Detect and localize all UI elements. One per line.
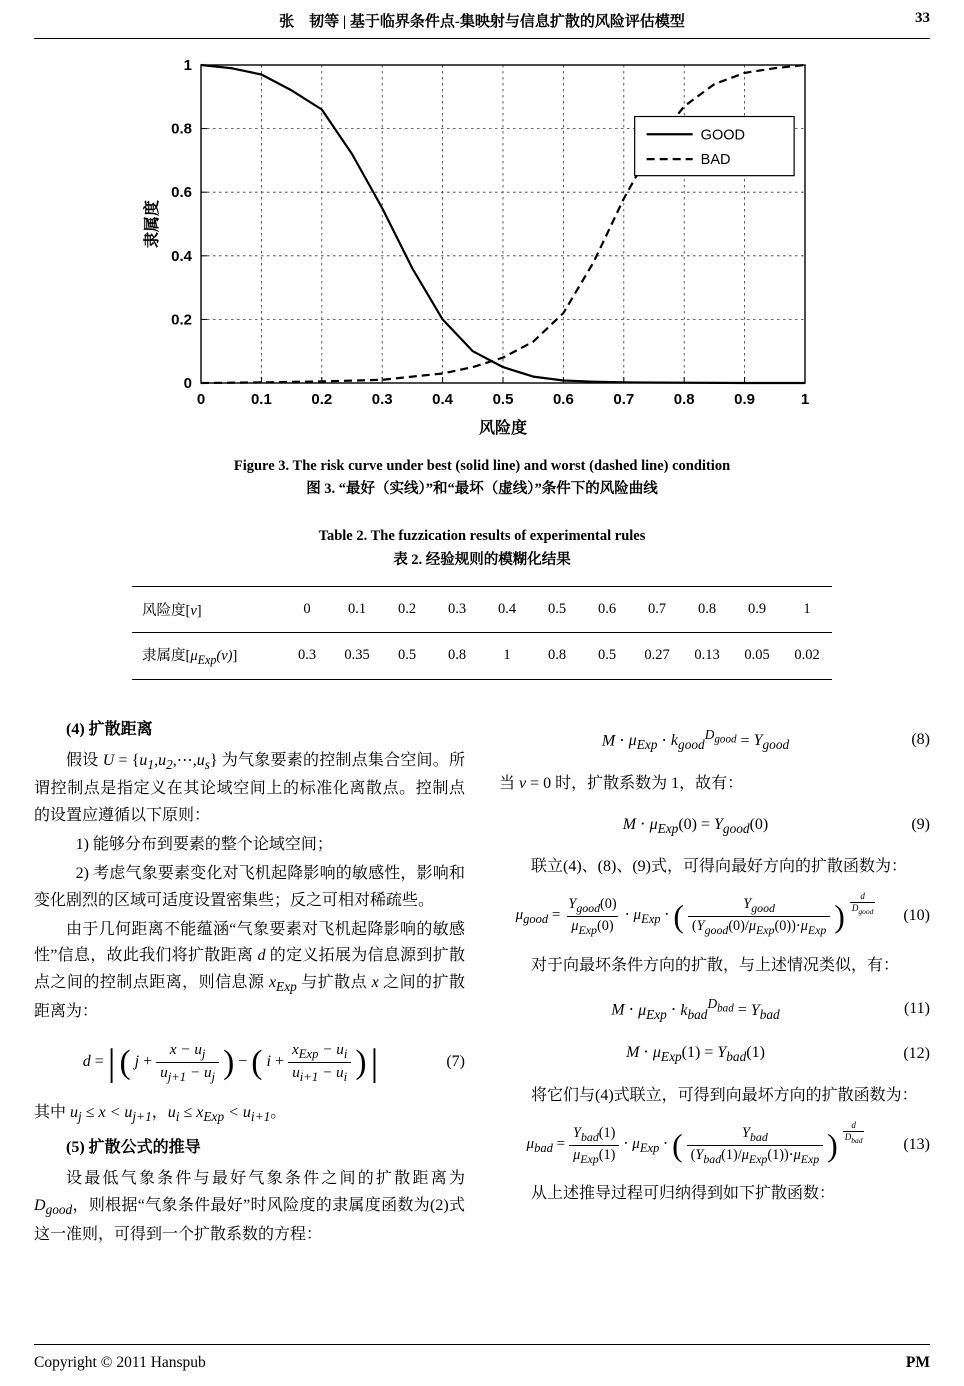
eq10-exponent — [850, 891, 876, 916]
eq10-fraction-2 — [688, 895, 830, 939]
table-cell: 0.02 — [794, 647, 820, 664]
header-title: 张 韧等 | 基于临界条件点-集映射与信息扩散的风险评估模型 — [279, 14, 685, 30]
numerator: $x - u_j$ — [169, 1040, 206, 1061]
eq8-tag: (8) — [911, 730, 930, 748]
equation-7 — [34, 1040, 465, 1086]
legend-label: BAD — [700, 152, 731, 169]
eq12-body — [499, 1040, 892, 1069]
denominator: $u_{i+1} - u_i$ — [288, 1062, 351, 1086]
denominator: $\mu_{Exp}(0)$ — [567, 916, 617, 938]
eq10-lhs: $\mu_{good}$ = — [515, 907, 561, 927]
denominator: $\mu_{Exp}(1)$ — [569, 1145, 619, 1167]
table-cell: 0.9 — [747, 600, 767, 617]
section-heading-4: (4) 扩散距离 — [66, 720, 153, 738]
body-columns — [34, 710, 930, 1251]
list-item: 2) 考虑气象要素变化对飞机起降影响的敏感性，影响和变化剧烈的区域可适度设置密集些；反之可相对稀疏些。 — [34, 864, 465, 909]
x-tick-label: 0.4 — [432, 391, 454, 408]
paragraph: 设最低气象条件与最好气象条件之间的扩散距离为 $D_{good}$，则根据“气象条件最好”时风险度的隶属度函数为(2)式这一准则，可得到一个扩散系数的方程： — [34, 1170, 465, 1243]
numerator: $Y_{good}(0)$ — [568, 895, 617, 915]
equation-9 — [499, 812, 930, 841]
eq7-fraction-1 — [156, 1040, 219, 1086]
y-axis-label: 隶属度 — [144, 199, 161, 249]
paragraph: 其中 $u_j \le x < u_{j+1}$，$u_i \le x_{Exp} < u_{i+1}$。 — [34, 1103, 287, 1124]
y-tick-label: 0.6 — [171, 184, 192, 202]
eq9-tag: (9) — [911, 816, 930, 834]
table-cell: 1 — [803, 600, 811, 617]
table-row-membership — [132, 633, 832, 679]
equation-11 — [499, 993, 930, 1026]
page-header — [34, 10, 930, 39]
eq13-body: $\mu_{bad}$ = $\frac{Y_{bad}(1)}{\mu_{Exp}(1)}$ ⋅ $\mu_{Exp}$ ⋅ ( $\frac{Y_{bad}}{(Y_{bad}(1)/\mu_{Exp}(1))\cdot\mu_{Exp}}$ ) $\frac{d}{D_{bad}}$ — [526, 1119, 863, 1166]
right-column — [499, 710, 930, 1251]
x-tick-label: 1 — [800, 391, 810, 408]
denominator: $(Y_{good}(0)/\mu_{Exp}(0))\cdot\mu_{Exp}$ — [688, 916, 830, 938]
paragraph: 联立(4)、(8)、(9)式，可得向最好方向的扩散函数为： — [531, 858, 907, 876]
table-cell: 0.2 — [397, 600, 417, 617]
x-tick-label: 0.6 — [552, 391, 574, 408]
table-caption-en: Table 2. The fuzzication results of experimental rules — [318, 528, 646, 545]
x-tick-label: 0.1 — [250, 391, 272, 408]
paragraph: 假设 $U = \{u_1,u_2,\cdots,u_s\}$ 为气象要素的控制点集合空间。所谓控制点是指定义在其论域空间上的标准化离散点。控制点的设置应遵循以下原则： — [34, 751, 465, 825]
numerator: d — [860, 891, 865, 901]
paragraph: 由于几何距离不能蕴涵“气象要素对飞机起降影响的敏感性”信息，故此我们将扩散距离 d 的定义拓展为信息源到扩散点之间的控制点距离，则信息源 $x_{Exp}$ 与扩散点 x 之间的扩散距离为： — [34, 920, 465, 1020]
table-cell: 1 — [503, 647, 511, 664]
legend-label: GOOD — [700, 127, 745, 144]
table-captions — [34, 525, 930, 571]
eq8-body — [499, 724, 892, 757]
footer-mark: PM — [905, 1354, 930, 1371]
risk-curve-svg — [137, 51, 827, 447]
numerator: d — [851, 1119, 856, 1130]
list-item: 1) 能够分布到要素的整个论域空间； — [75, 835, 333, 853]
left-column — [34, 710, 465, 1251]
eq9-expression: $M \cdot \mu_{Exp}(0) = Y_{good}(0)$ — [622, 815, 769, 836]
eq13-fraction-1 — [569, 1124, 619, 1168]
paragraph: 将它们与(4)式联立，可得到向最坏方向的扩散函数为： — [531, 1086, 918, 1104]
figure-chart — [137, 51, 827, 447]
x-tick-label: 0.7 — [613, 391, 635, 408]
table-cell: 0.5 — [547, 600, 567, 617]
denominator: $u_{j+1} - u_j$ — [156, 1062, 219, 1086]
table-cell: 0.4 — [497, 600, 517, 617]
figure-captions — [34, 455, 930, 501]
eq10-mid: ⋅ $\mu_{Exp}$ ⋅ — [624, 907, 670, 927]
eq13-tag: (13) — [903, 1136, 930, 1154]
denominator: $D_{bad}$ — [844, 1132, 863, 1145]
x-tick-label: 0.5 — [492, 391, 514, 408]
table-2 — [34, 525, 930, 679]
row-label: 隶属度$[\mu_{Exp}(v)]$ — [142, 647, 238, 667]
table-cell: 0.5 — [397, 647, 417, 664]
eq7-term-2: i + — [266, 1053, 284, 1071]
numerator: $Y_{good}$ — [743, 895, 775, 915]
row-label: 风险度[v] — [142, 602, 202, 619]
eq13-lhs: $\mu_{bad}$ = — [526, 1136, 566, 1156]
x-tick-label: 0.3 — [371, 391, 393, 408]
numerator: $Y_{bad}(1)$ — [573, 1124, 616, 1144]
section-heading-5: (5) 扩散公式的推导 — [66, 1139, 201, 1157]
paragraph: 对于向最坏条件方向的扩散，与上述情况类似，有： — [531, 956, 900, 974]
eq13-fraction-2 — [687, 1124, 824, 1168]
y-tick-label: 0.2 — [171, 311, 192, 329]
denominator: $D_{good}$ — [851, 903, 874, 917]
table-cell: 0.6 — [597, 600, 617, 617]
eq11-body — [499, 993, 892, 1026]
page-number: 33 — [915, 10, 930, 26]
eq9-body — [499, 812, 892, 841]
x-axis-label: 风险度 — [478, 420, 528, 437]
table-cell: 0.27 — [644, 647, 670, 664]
eq7-term-1: j + — [134, 1053, 153, 1071]
table-caption-zh: 表 2. 经验规则的模糊化结果 — [393, 551, 571, 568]
numerator: $x_{Exp} - u_i$ — [291, 1040, 348, 1061]
equation-8 — [499, 724, 930, 757]
data-table — [132, 586, 832, 680]
x-tick-label: 0 — [196, 391, 206, 408]
eq7-fraction-2 — [288, 1040, 351, 1086]
table-row-risk — [132, 587, 832, 633]
eq7-minus: − — [238, 1053, 248, 1071]
eq10-fraction-1 — [564, 895, 620, 939]
eq8-expression: $M \cdot \mu_{Exp} \cdot k_{good}^{D_{good}} = Y_{good}$ — [601, 726, 790, 753]
x-tick-label: 0.9 — [734, 391, 756, 408]
table-cell: 0.8 — [547, 647, 567, 664]
denominator: $(Y_{bad}(1)/\mu_{Exp}(1))\cdot\mu_{Exp}$ — [687, 1145, 824, 1167]
paragraph: 从上述推导过程可归纳得到如下扩散函数： — [531, 1185, 836, 1203]
table-cell: 0.13 — [694, 647, 720, 664]
table-cell: 0 — [303, 600, 311, 617]
eq7-tag: (7) — [446, 1053, 465, 1071]
x-tick-label: 0.8 — [673, 391, 695, 408]
figure-caption-en: Figure 3. The risk curve under best (solid line) and worst (dashed line) condition — [233, 458, 731, 474]
eq11-expression: $M \cdot \mu_{Exp} \cdot k_{bad}^{D_{bad}} = Y_{bad}$ — [611, 996, 780, 1022]
equation-13 — [499, 1119, 930, 1168]
page-footer — [34, 1344, 930, 1372]
numerator: $Y_{bad}$ — [742, 1124, 768, 1144]
eq13-exponent — [843, 1120, 865, 1145]
y-tick-label: 0.8 — [171, 120, 192, 138]
table-cell: 0.05 — [744, 647, 770, 664]
table-cell: 0.7 — [647, 600, 667, 617]
y-tick-label: 1 — [183, 57, 192, 74]
table-cell: 0.8 — [697, 600, 717, 617]
table-cell: 0.3 — [297, 647, 317, 664]
table-cell: 0.3 — [447, 600, 467, 617]
equation-12 — [499, 1040, 930, 1069]
paragraph: 当 v = 0 时，扩散系数为 1，故有： — [499, 774, 744, 792]
copyright: Copyright © 2011 Hanspub — [34, 1354, 206, 1371]
y-tick-label: 0 — [183, 375, 192, 392]
table-cell: 0.5 — [597, 647, 617, 664]
eq12-tag: (12) — [903, 1045, 930, 1063]
table-cell: 0.1 — [347, 600, 367, 617]
x-tick-label: 0.2 — [311, 391, 333, 408]
eq10-tag: (10) — [903, 907, 930, 925]
eq7-lhs: d = — [82, 1053, 104, 1071]
table-cell: 0.35 — [344, 647, 370, 664]
eq13-mid: ⋅ $\mu_{Exp}$ ⋅ — [623, 1136, 669, 1156]
eq11-tag: (11) — [903, 1000, 930, 1018]
eq12-expression: $M \cdot \mu_{Exp}(1) = Y_{bad}(1)$ — [626, 1044, 765, 1065]
equation-10 — [499, 891, 930, 939]
table-cell: 0.8 — [447, 647, 467, 664]
figure-caption-zh: 图 3. “最好（实线）”和“最坏（虚线）”条件下的风险曲线 — [306, 481, 658, 498]
eq7-body: d = | ( j + $\frac{x - u_j}{u_{j+1} - u_j}$ ) − ( i + $\frac{x_{Exp} - u_i}{u_{i+1} - u_i}$ ) | — [82, 1040, 379, 1085]
figure-3 — [34, 51, 930, 501]
y-tick-label: 0.4 — [171, 247, 192, 265]
eq10-body: $\mu_{good}$ = $\frac{Y_{good}(0)}{\mu_{Exp}(0)}$ ⋅ $\mu_{Exp}$ ⋅ ( $\frac{Y_{good}}{(Y_{good}(0)/\mu_{Exp}(0))\cdot\mu_{Exp}}$ ) $\frac{d}{D_{good}}$ — [515, 891, 874, 938]
